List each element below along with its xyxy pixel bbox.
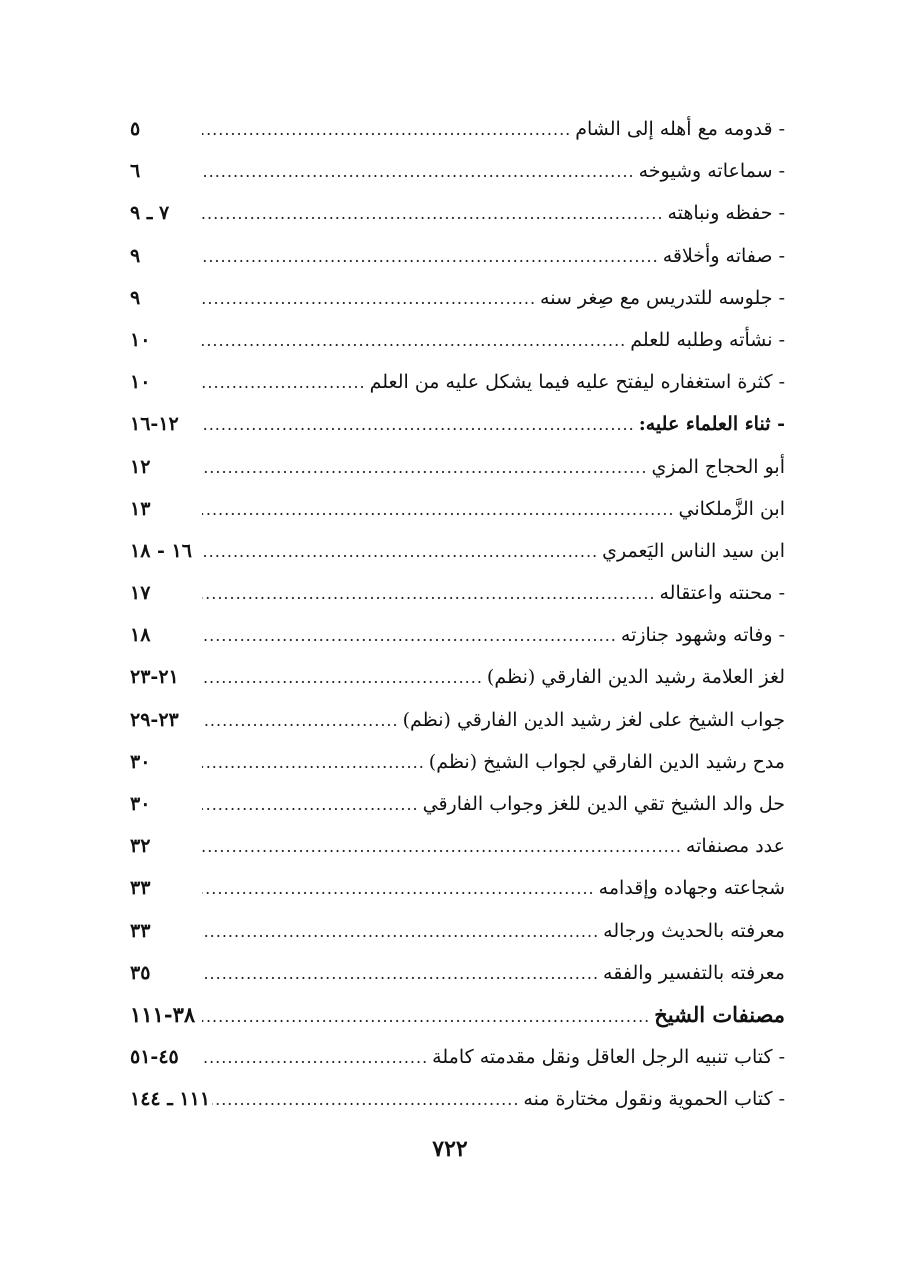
toc-entry-title: - صفاته وأخلاقه (662, 244, 785, 267)
toc-entry (130, 825, 785, 867)
toc-dot-leader (202, 657, 483, 699)
toc-entry-title: ابن سيد الناس اليَعمري (602, 539, 785, 562)
toc-entry (130, 235, 785, 277)
toc-entry-title: مصنفات الشيخ (654, 1001, 785, 1027)
toc-entry (130, 1078, 785, 1120)
toc-entry-page: ١٠ (130, 328, 151, 351)
toc-entry-title: - وفاته وشهود جنازته (620, 624, 785, 647)
toc-entry-page: ٤٥-٥١ (130, 1046, 179, 1069)
toc-entry (130, 741, 785, 783)
toc-entry-page: ١٠ (130, 371, 151, 394)
toc-entry (130, 572, 785, 614)
toc-dot-leader (202, 826, 682, 868)
toc-entry (130, 1036, 785, 1078)
toc-dot-leader (202, 447, 647, 489)
toc-dot-leader (202, 531, 598, 573)
table-of-contents (130, 108, 785, 1121)
toc-entry-page: ١٨ (130, 624, 151, 647)
toc-entry (130, 446, 785, 488)
toc-entry-title: - قدومه مع أهله إلى الشام (575, 118, 785, 140)
toc-entry-page: ٣٥ (130, 961, 151, 984)
toc-entry-page: ٩ (130, 244, 141, 267)
toc-entry-page: ٩ (130, 286, 141, 309)
toc-entry (130, 952, 785, 994)
toc-entry-title: - كثرة استغفاره ليفتح عليه فيما يشكل عليه من العلم (369, 371, 785, 394)
toc-entry (130, 108, 785, 150)
toc-dot-leader (202, 151, 635, 193)
toc-entry-title: - ثناء العلماء عليه: (638, 413, 785, 436)
toc-entry-title: - حفظه ونباهته (667, 202, 785, 225)
toc-dot-leader (202, 953, 599, 995)
toc-entry-page: ٣٣ (130, 877, 151, 900)
toc-entry (130, 150, 785, 192)
page-number: ٧٢٢ (432, 1136, 468, 1162)
toc-entry-title: ابن الزَّملكاني (678, 497, 785, 520)
toc-entry (130, 530, 785, 572)
toc-dot-leader (202, 320, 626, 362)
toc-entry-title: أبو الحجاج المزي (651, 455, 785, 478)
toc-dot-leader (202, 236, 659, 278)
toc-dot-leader (202, 278, 536, 320)
toc-entry-page: ١٢-١٦ (130, 413, 179, 436)
toc-entry-title: معرفته بالحديث ورجاله (603, 919, 785, 942)
toc-entry-page: ٦ (130, 160, 141, 183)
toc-entry-title: - محنته واعتقاله (659, 582, 785, 605)
toc-entry-title: - نشأته وطلبه للعلم (630, 328, 785, 351)
toc-dot-leader (202, 573, 656, 615)
toc-dot-leader (202, 700, 399, 742)
toc-entry-page: ٥ (130, 118, 141, 140)
toc-entry-title: جواب الشيخ على لغز رشيد الدين الفارقي (نظم) (402, 708, 785, 731)
toc-entry-title: - جلوسه للتدريس مع صِغر سنه (540, 286, 785, 309)
toc-entry (130, 699, 785, 741)
toc-dot-leader (202, 1037, 428, 1079)
toc-entry-page: ٢١-٢٣ (130, 666, 179, 689)
toc-entry (130, 783, 785, 825)
toc-entry (130, 361, 785, 403)
toc-entry-page: ١٧ (130, 582, 151, 605)
toc-dot-leader (202, 362, 366, 404)
toc-entry-title: - سماعاته وشيوخه (638, 160, 785, 183)
toc-dot-leader (202, 404, 635, 446)
toc-entry (130, 994, 785, 1036)
toc-entry (130, 488, 785, 530)
toc-entry (130, 910, 785, 952)
toc-entry-page: ٧ ـ ٩ (130, 202, 170, 225)
toc-dot-leader (202, 193, 663, 235)
toc-entry-title: مدح رشيد الدين الفارقي لجواب الشيخ (نظم) (428, 750, 785, 773)
toc-entry-title: معرفته بالتفسير والفقه (603, 961, 785, 984)
toc-entry-title: شجاعته وجهاده وإقدامه (598, 877, 785, 900)
toc-entry-page: ٢٣-٢٩ (130, 708, 179, 731)
toc-entry (130, 192, 785, 234)
toc-dot-leader (212, 1079, 519, 1121)
toc-dot-leader (202, 911, 599, 953)
toc-entry-title: عدد مصنفاته (685, 835, 785, 858)
toc-entry-page: ٣٠ (130, 750, 151, 773)
toc-dot-leader (202, 615, 617, 657)
toc-entry-page: ١١١ ـ ١٤٤ (130, 1088, 211, 1111)
toc-entry (130, 319, 785, 361)
toc-entry-page: ١٣ (130, 497, 151, 520)
toc-entry-page: ١٢ (130, 455, 151, 478)
toc-dot-leader (202, 109, 571, 151)
toc-entry-page: ٣٢ (130, 835, 151, 858)
toc-dot-leader (202, 784, 419, 826)
toc-entry (130, 277, 785, 319)
toc-entry (130, 867, 785, 909)
toc-dot-leader (202, 996, 650, 1038)
toc-entry (130, 656, 785, 698)
toc-entry-title: لغز العلامة رشيد الدين الفارقي (نظم) (486, 666, 785, 689)
toc-entry-title: حل والد الشيخ تقي الدين للغز وجواب الفارقي (422, 793, 785, 815)
toc-dot-leader (202, 868, 595, 910)
toc-entry-page: ٣٨-١١١ (130, 1001, 196, 1027)
toc-entry (130, 403, 785, 445)
toc-entry-title: - كتاب تنبيه الرجل العاقل ونقل مقدمته كاملة (432, 1046, 785, 1069)
toc-entry-page: ١٦ - ١٨ (130, 539, 192, 562)
toc-entry-page: ٣٠ (130, 793, 151, 815)
toc-entry (130, 614, 785, 656)
toc-dot-leader (202, 742, 425, 784)
toc-dot-leader (202, 489, 675, 531)
toc-entry-title: - كتاب الحموية ونقول مختارة منه (523, 1088, 785, 1111)
toc-entry-page: ٣٣ (130, 919, 151, 942)
